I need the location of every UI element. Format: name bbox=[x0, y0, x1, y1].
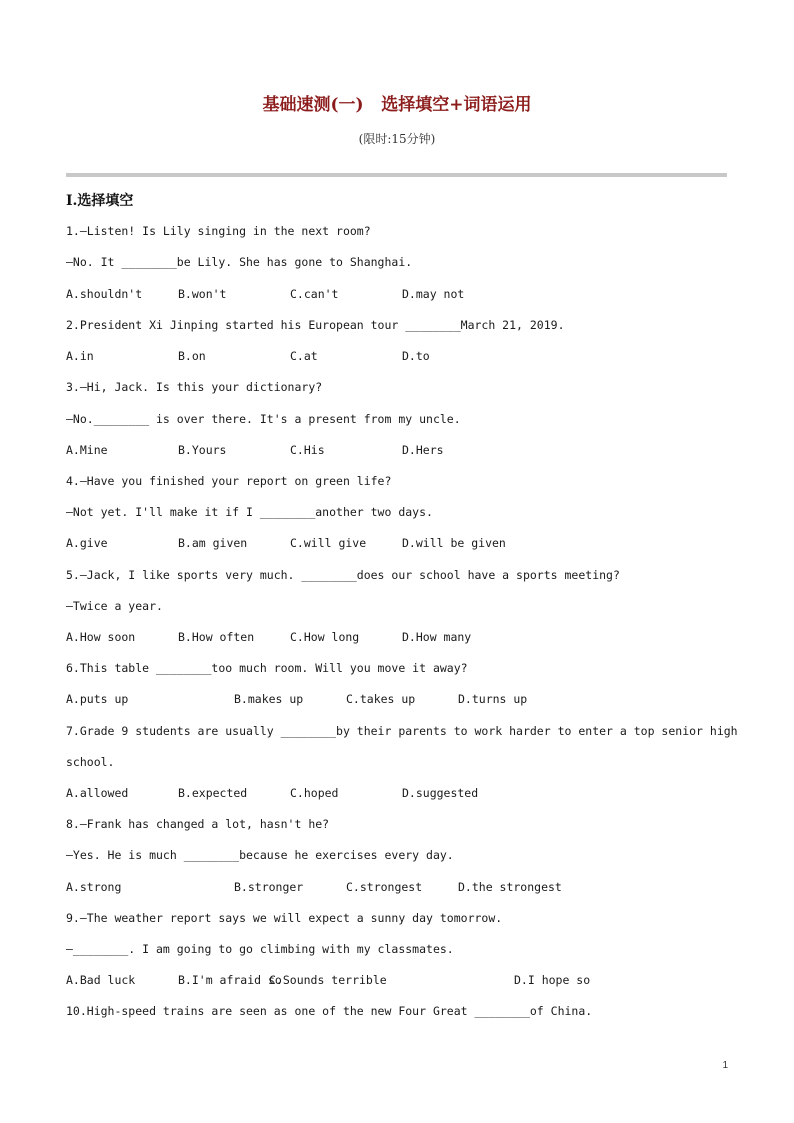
option-b: B.on bbox=[178, 349, 206, 363]
option-d: D.How many bbox=[402, 630, 472, 644]
option-b: B.How often bbox=[178, 630, 255, 644]
page-number: 1 bbox=[722, 1060, 728, 1071]
option-d: D.Hers bbox=[402, 443, 444, 457]
option-d: D.I hope so bbox=[514, 973, 591, 987]
question-9-line-1: 9.—The weather report says we will expect a sunny day tomorrow. bbox=[66, 911, 503, 925]
question-10-line-1: 10.High-speed trains are seen as one of the new Four Great ________of China. bbox=[66, 1004, 593, 1018]
option-c: C.will give bbox=[290, 536, 367, 550]
option-d: D.will be given bbox=[402, 536, 506, 550]
option-a: A.puts up bbox=[66, 692, 129, 706]
option-a: A.in bbox=[66, 349, 94, 363]
option-a: A.strong bbox=[66, 880, 122, 894]
question-5-line-1: 5.—Jack, I like sports very much. ________does our school have a sports meeting? bbox=[66, 568, 620, 582]
option-a: A.Bad luck bbox=[66, 973, 136, 987]
option-d: D.may not bbox=[402, 287, 465, 301]
option-a: A.give bbox=[66, 536, 108, 550]
question-7-line-2: school. bbox=[66, 755, 115, 769]
option-a: A.shouldn't bbox=[66, 287, 143, 301]
option-b: B.expected bbox=[178, 786, 248, 800]
option-c: C.Sounds terrible bbox=[269, 973, 387, 987]
option-c: C.at bbox=[290, 349, 318, 363]
option-d: D.the strongest bbox=[458, 880, 562, 894]
option-b: B.I'm afraid so bbox=[178, 973, 282, 987]
option-d: D.turns up bbox=[458, 692, 528, 706]
question-1-line-2: —No. It ________be Lily. She has gone to Shanghai. bbox=[66, 255, 413, 269]
question-6-line-1: 6.This table ________too much room. Will you move it away? bbox=[66, 661, 468, 675]
option-b: B.won't bbox=[178, 287, 227, 301]
option-c: C.takes up bbox=[346, 692, 416, 706]
option-c: C.can't bbox=[290, 287, 339, 301]
option-b: B.makes up bbox=[234, 692, 304, 706]
option-a: A.How soon bbox=[66, 630, 136, 644]
page-title: 基础速测(一) 选择填空+词语运用 bbox=[262, 95, 532, 115]
option-c: C.His bbox=[290, 443, 325, 457]
question-8-line-1: 8.—Frank has changed a lot, hasn't he? bbox=[66, 817, 330, 831]
divider bbox=[66, 173, 727, 177]
question-7-line-1: 7.Grade 9 students are usually ________by their parents to work harder to enter a top senior high bbox=[66, 724, 738, 738]
option-b: B.stronger bbox=[234, 880, 304, 894]
option-c: C.strongest bbox=[346, 880, 423, 894]
question-8-line-2: —Yes. He is much ________because he exercises every day. bbox=[66, 848, 454, 862]
option-a: A.Mine bbox=[66, 443, 108, 457]
question-3-line-1: 3.—Hi, Jack. Is this your dictionary? bbox=[66, 380, 323, 394]
question-3-line-2: —No.________ is over there. It's a present from my uncle. bbox=[66, 412, 461, 426]
question-1-line-1: 1.—Listen! Is Lily singing in the next room? bbox=[66, 224, 371, 238]
time-limit: (限时:15分钟) bbox=[358, 132, 436, 146]
option-a: A.allowed bbox=[66, 786, 129, 800]
question-4-line-2: —Not yet. I'll make it if I ________another two days. bbox=[66, 505, 433, 519]
option-b: B.am given bbox=[178, 536, 248, 550]
section-heading: Ⅰ.选择填空 bbox=[66, 193, 134, 209]
question-5-line-2: —Twice a year. bbox=[66, 599, 163, 613]
question-9-line-2: —________. I am going to go climbing with my classmates. bbox=[66, 942, 454, 956]
question-2-line-1: 2.President Xi Jinping started his European tour ________March 21, 2019. bbox=[66, 318, 565, 332]
option-b: B.Yours bbox=[178, 443, 227, 457]
option-c: C.How long bbox=[290, 630, 360, 644]
question-4-line-1: 4.—Have you finished your report on green life? bbox=[66, 474, 392, 488]
option-d: D.to bbox=[402, 349, 430, 363]
option-d: D.suggested bbox=[402, 786, 479, 800]
option-c: C.hoped bbox=[290, 786, 339, 800]
